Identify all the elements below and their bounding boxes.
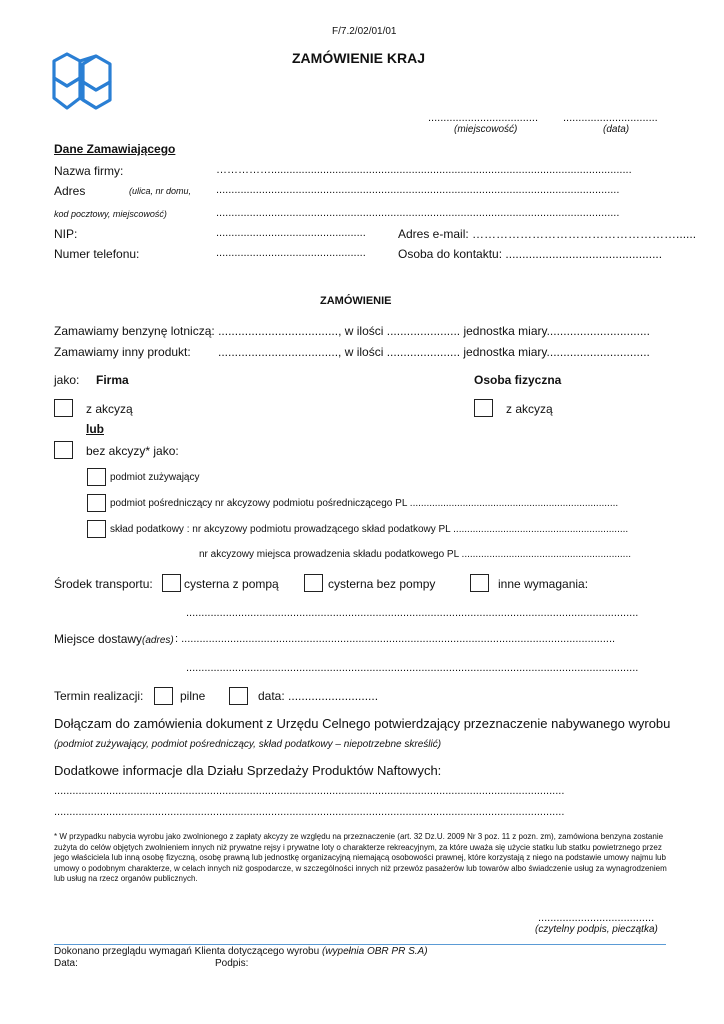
term-date-field[interactable]: data: ........................... bbox=[258, 689, 379, 703]
attachment-statement: Dołączam do zamówienia dokument z Urzędu Celnego potwierdzający przeznaczenie nabywanego wyrobu bbox=[54, 716, 671, 731]
address-field-2[interactable]: .................................................................................................................................... bbox=[216, 207, 620, 219]
address-hint: (ulica, nr domu, bbox=[129, 186, 192, 196]
tax-warehouse-checkbox[interactable] bbox=[87, 520, 106, 538]
other-product-line[interactable]: ...................................., w ilości ...................... jednostka miary............................... bbox=[218, 345, 650, 359]
signature-label: (czytelny podpis, pieczątka) bbox=[535, 924, 658, 935]
consuming-entity-label: podmiot zużywający bbox=[110, 472, 200, 483]
urgent-checkbox[interactable] bbox=[154, 687, 173, 705]
company-logo bbox=[50, 50, 116, 112]
tank-with-pump-checkbox[interactable] bbox=[162, 574, 181, 592]
with-excise-checkbox[interactable] bbox=[54, 399, 73, 417]
consuming-entity-checkbox[interactable] bbox=[87, 468, 106, 486]
person-with-excise-checkbox[interactable] bbox=[474, 399, 493, 417]
as-label: jako: bbox=[54, 373, 80, 387]
tank-with-pump-label: cysterna z pompą bbox=[184, 577, 279, 591]
delivery-place-field-2[interactable]: .................................................................................................................................................... bbox=[186, 662, 639, 674]
with-excise-label: z akcyzą bbox=[86, 402, 133, 416]
term-date-checkbox[interactable] bbox=[229, 687, 248, 705]
tank-without-pump-checkbox[interactable] bbox=[304, 574, 323, 592]
email-field[interactable]: Adres e-mail: ……………………………………………...... bbox=[398, 227, 697, 241]
delivery-place-field[interactable]: : .............................................................................................................................................. bbox=[175, 633, 616, 645]
extra-info-field-1[interactable]: ....................................................................................................................................................................... bbox=[54, 785, 565, 797]
extra-info-field-2[interactable]: ....................................................................................................................................................................... bbox=[54, 806, 565, 818]
place-field[interactable]: .................................... bbox=[428, 112, 539, 124]
intermediary-entity-checkbox[interactable] bbox=[87, 494, 106, 512]
delivery-place-label bbox=[54, 632, 174, 646]
order-section-heading: ZAMÓWIENIE bbox=[320, 295, 392, 307]
address-label: Adres bbox=[54, 184, 86, 198]
review-date-label: Data: bbox=[54, 958, 78, 969]
nip-field[interactable]: ................................................. bbox=[216, 227, 366, 239]
or-label: lub bbox=[86, 422, 104, 436]
other-product-label: Zamawiamy inny produkt: bbox=[54, 345, 191, 359]
extra-info-label: Dodatkowe informacje dla Działu Sprzedaży Produktów Naftowych: bbox=[54, 763, 442, 778]
nip-label: NIP: bbox=[54, 227, 78, 241]
company-name-field[interactable]: ……………...................................................................................................................... bbox=[216, 164, 632, 176]
transport-details-field[interactable]: .................................................................................................................................................... bbox=[186, 607, 639, 619]
date-field[interactable]: ............................... bbox=[563, 112, 658, 124]
review-note: (wypełnia OBR PR S.A) bbox=[321, 946, 428, 957]
phone-label: Numer telefonu: bbox=[54, 247, 140, 261]
footer-divider bbox=[54, 944, 666, 945]
urgent-label: pilne bbox=[180, 689, 206, 703]
aviation-fuel-line[interactable]: Zamawiamy benzynę lotniczą: ...................................., w ilości ...................... jednostka miary............................... bbox=[54, 324, 650, 338]
intermediary-entity-label[interactable]: podmiot pośredniczący nr akcyzowy podmiotu pośredniczącego PL ........................................................................... bbox=[110, 498, 619, 509]
tank-without-pump-label: cysterna bez pompy bbox=[328, 577, 436, 591]
company-name-label: Nazwa firmy: bbox=[54, 164, 124, 178]
company-column-label: Firma bbox=[96, 373, 129, 387]
without-excise-checkbox[interactable] bbox=[54, 441, 73, 459]
page-title: ZAMÓWIENIE KRAJ bbox=[292, 50, 425, 66]
review-signature-label: Podpis: bbox=[215, 958, 249, 969]
person-column-label: Osoba fizyczna bbox=[474, 373, 562, 387]
tax-warehouse-location-line[interactable]: nr akcyzowy miejsca prowadzenia składu podatkowego PL ............................................................. bbox=[199, 549, 632, 560]
delivery-address-hint: (adres) bbox=[142, 635, 174, 646]
other-requirements-checkbox[interactable] bbox=[470, 574, 489, 592]
phone-field[interactable]: ................................................. bbox=[216, 247, 366, 259]
place-label: (miejscowość) bbox=[454, 124, 518, 135]
address-field[interactable]: .................................................................................................................................... bbox=[216, 184, 620, 196]
address-hint-postal: kod pocztowy, miejscowość) bbox=[54, 209, 167, 219]
review-statement bbox=[54, 946, 428, 957]
term-label: Termin realizacji: bbox=[54, 689, 144, 703]
review-text: Dokonano przeglądu wymagań Klienta dotyczącego wyrobu bbox=[54, 946, 320, 957]
tax-warehouse-label[interactable]: skład podatkowy : nr akcyzowy podmiotu prowadzącego skład podatkowy PL ............................................................... bbox=[110, 524, 629, 535]
date-label: (data) bbox=[603, 124, 630, 135]
transport-label: Środek transportu: bbox=[54, 577, 153, 591]
contact-person-field[interactable]: Osoba do kontaktu: ............................................... bbox=[398, 247, 663, 261]
attachment-hint: (podmiot zużywający, podmiot pośredniczący, skład podatkowy – niepotrzebne skreślić) bbox=[54, 739, 442, 750]
person-with-excise-label: z akcyzą bbox=[506, 402, 553, 416]
delivery-place-text: Miejsce dostawy bbox=[54, 632, 143, 646]
signature-field[interactable]: ...................................... bbox=[538, 912, 655, 924]
client-section-heading: Dane Zamawiającego bbox=[54, 142, 176, 156]
form-code: F/7.2/02/01/01 bbox=[332, 26, 397, 37]
other-requirements-label: inne wymagania: bbox=[498, 577, 589, 591]
without-excise-label: bez akcyzy* jako: bbox=[86, 444, 179, 458]
excise-footnote: * W przypadku nabycia wyrobu jako zwolnionego z zapłaty akcyzy ze względu na przeznaczenie (art. 32 Dz.U. 2009 Nr 3 poz. 11 z pozn. zm), zamówiona benzyna zostanie zużyta do celów objętych zwolnieniem innych niż prywatne rejsy i prywatne loty o charakterze rekreacyjnym, za które uważa się użycie statku lub statku powietrznego przez jego właściciela lub inną osobę fizyczną, osobę prawną lub jednostkę organizacyjną niemającą osobowości prawnej, które korzystają z niego na podstawie umowy najmu lub umowy o podobnym charakterze, w celach innych niż gospodarcze, w szczególności innych niż przewóz pasażerów lub towarów albo świadczenie usług za wynagrodzeniem lub usług na rzecz organów publicznych. bbox=[54, 832, 667, 883]
